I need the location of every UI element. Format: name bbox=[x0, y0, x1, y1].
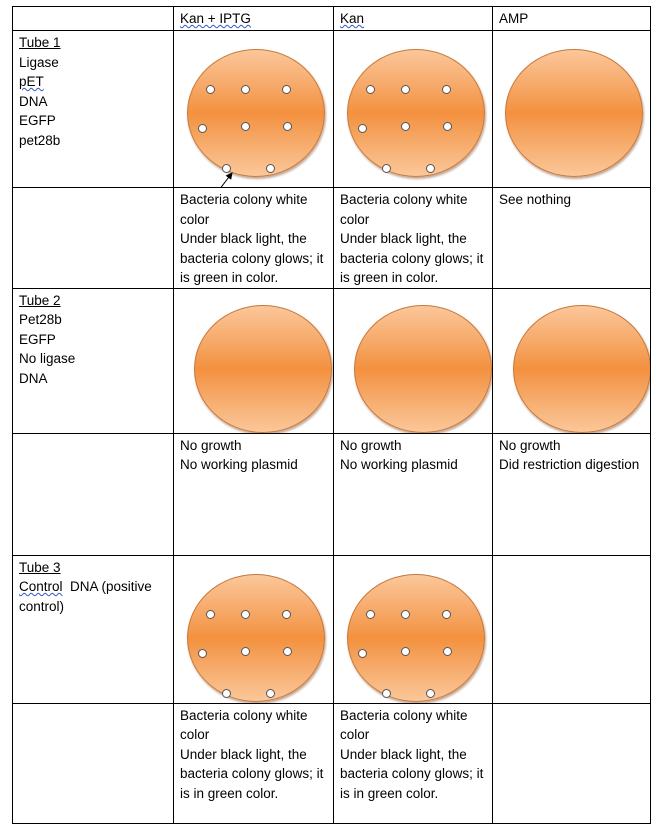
tube2-content-egfp: EGFP bbox=[19, 331, 56, 347]
tube3-results-blank bbox=[13, 703, 174, 823]
tube3-kan-iptg-plate-cell bbox=[174, 555, 334, 703]
tube2-kan-result: No growth No working plasmid bbox=[334, 433, 493, 555]
tube1-content-ligase: Ligase bbox=[19, 54, 59, 70]
header-kan-iptg: Kan + IPTG bbox=[174, 7, 334, 31]
tube3-amp-empty-cell bbox=[493, 555, 651, 703]
tube2-title: Tube 2 bbox=[19, 292, 61, 308]
bacteria-colony bbox=[382, 164, 391, 173]
bacteria-colony bbox=[282, 85, 291, 94]
bacteria-colony bbox=[358, 124, 367, 133]
bacteria-colony bbox=[401, 85, 410, 94]
tube2-amp-plate-cell bbox=[493, 288, 651, 433]
tube1-content-egfp: EGFP bbox=[19, 113, 56, 128]
tube2-row bbox=[13, 288, 651, 433]
bacteria-colony bbox=[426, 689, 435, 698]
bacteria-colony bbox=[366, 85, 375, 94]
tube1-results-blank bbox=[13, 188, 174, 289]
tube3-amp-empty-result bbox=[493, 703, 651, 823]
tube3-label-cell bbox=[13, 555, 174, 703]
colony-pointer-arrow-icon bbox=[202, 169, 238, 188]
bacteria-colony bbox=[366, 610, 375, 619]
bacteria-colony bbox=[442, 610, 451, 619]
bacteria-colony bbox=[442, 85, 451, 94]
bacteria-colony bbox=[266, 164, 275, 173]
tube1-kan-iptg-plate-cell bbox=[174, 31, 334, 188]
bacteria-colony bbox=[241, 85, 250, 94]
bacteria-colony bbox=[266, 689, 275, 698]
tube1-amp-plate bbox=[505, 49, 643, 177]
tube2-content-pet28b: Pet28b bbox=[19, 312, 62, 327]
tube2-content-dna: DNA bbox=[19, 370, 48, 386]
tube2-kan-plate-cell bbox=[334, 288, 493, 433]
tube2-kan-plate bbox=[354, 305, 492, 433]
tube1-amp-plate-cell bbox=[493, 31, 651, 188]
tube1-content-pet28b: pet28b bbox=[19, 132, 61, 148]
bacteria-colony bbox=[426, 164, 435, 173]
tube1-amp-result: See nothing bbox=[493, 188, 651, 289]
bacteria-colony bbox=[401, 610, 410, 619]
tube1-kan-plate-cell bbox=[334, 31, 493, 188]
tube3-results-row bbox=[13, 703, 651, 823]
bacteria-colony bbox=[443, 122, 452, 131]
tube2-kan-iptg-plate bbox=[194, 305, 332, 433]
tube3-row bbox=[13, 555, 651, 703]
tube2-amp-result: No growth Did restriction digestion bbox=[493, 433, 651, 555]
tube3-title: Tube 3 bbox=[19, 559, 61, 575]
bacteria-colony bbox=[198, 124, 207, 133]
bacteria-colony bbox=[401, 122, 410, 131]
tube2-label-cell bbox=[13, 288, 174, 433]
bacteria-colony bbox=[282, 610, 291, 619]
tube3-kan-plate-cell bbox=[334, 555, 493, 703]
tube1-kan-iptg-plate bbox=[187, 49, 325, 177]
tube3-content: Control DNA (positive control) bbox=[19, 579, 156, 614]
bacteria-colony bbox=[198, 649, 207, 658]
tube1-row bbox=[13, 31, 651, 188]
tube1-kan-result: Bacteria colony white color Under black light, the bacteria colony glows; it is green in color. bbox=[334, 188, 493, 289]
tube1-results-row bbox=[13, 188, 651, 289]
header-kan: Kan bbox=[334, 7, 493, 31]
bacteria-colony bbox=[241, 647, 250, 656]
bacteria-colony bbox=[283, 647, 292, 656]
tube1-content-pet: pET bbox=[19, 74, 44, 89]
tube2-content-no-ligase: No ligase bbox=[19, 351, 76, 366]
tube3-kan-result: Bacteria colony white color Under black light, the bacteria colony glows; it is in green color. bbox=[334, 703, 493, 823]
bacteria-colony bbox=[443, 647, 452, 656]
tube3-kan-iptg-plate bbox=[187, 574, 325, 702]
tube1-kan-iptg-result: Bacteria colony white color Under black light, the bacteria colony glows; it is green in color. bbox=[174, 188, 334, 289]
tube2-results-blank bbox=[13, 433, 174, 555]
tube1-content-dna: DNA bbox=[19, 93, 48, 109]
bacteria-colony bbox=[206, 85, 215, 94]
tube1-title: Tube 1 bbox=[19, 35, 61, 50]
bacteria-colony bbox=[358, 649, 367, 658]
header-row bbox=[13, 7, 651, 31]
header-blank bbox=[13, 7, 174, 31]
tube2-amp-plate bbox=[513, 305, 651, 433]
bacteria-colony bbox=[401, 647, 410, 656]
bacteria-colony bbox=[206, 610, 215, 619]
bacteria-colony bbox=[222, 689, 231, 698]
tube1-label-cell bbox=[13, 31, 174, 188]
results-table bbox=[12, 6, 651, 824]
tube2-kan-iptg-result: No growth No working plasmid bbox=[174, 433, 334, 555]
bacteria-colony bbox=[241, 122, 250, 131]
tube3-kan-plate bbox=[347, 574, 485, 702]
tube2-kan-iptg-plate-cell bbox=[174, 288, 334, 433]
tube1-kan-plate bbox=[347, 49, 485, 177]
tube2-results-row bbox=[13, 433, 651, 555]
header-amp: AMP bbox=[493, 7, 651, 31]
tube3-kan-iptg-result: Bacteria colony white color Under black light, the bacteria colony glows; it is in green color. bbox=[174, 703, 334, 823]
bacteria-colony bbox=[382, 689, 391, 698]
bacteria-colony bbox=[241, 610, 250, 619]
bacteria-colony bbox=[283, 122, 292, 131]
